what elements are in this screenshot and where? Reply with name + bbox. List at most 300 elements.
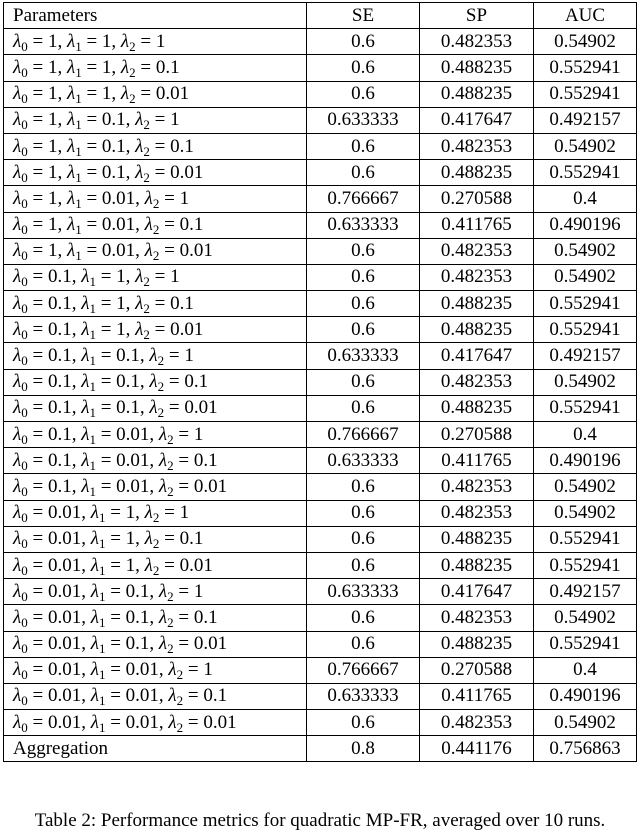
sp-cell: 0.488235 <box>420 526 534 552</box>
lambda-value: 0.1 <box>125 580 150 602</box>
lambda-value: 1 <box>47 161 58 183</box>
header-se: SE <box>307 3 420 29</box>
lambda-value: 0.1 <box>47 345 72 367</box>
lambda-value: 0.01 <box>116 423 150 445</box>
auc-cell: 0.54902 <box>534 264 637 290</box>
lambda-index: 1 <box>75 195 82 211</box>
lambda-value: 1 <box>47 135 58 157</box>
se-cell: 0.6 <box>307 160 420 186</box>
lambda-symbol: λ <box>13 266 22 288</box>
lambda-index: 2 <box>167 431 174 447</box>
lambda-symbol: λ <box>13 214 22 236</box>
lambda-value: 0.1 <box>179 214 204 236</box>
lambda-symbol: λ <box>90 554 99 576</box>
lambda-symbol: λ <box>13 685 22 707</box>
lambda-value: 0.01 <box>47 633 82 655</box>
auc-cell: 0.54902 <box>534 29 637 55</box>
lambda-symbol: λ <box>149 397 158 419</box>
lambda-index: 1 <box>98 614 106 630</box>
auc-cell: 0.552941 <box>534 317 637 343</box>
table-body <box>4 29 637 736</box>
lambda-index: 0 <box>21 143 28 159</box>
lambda-symbol: λ <box>90 685 99 707</box>
lambda-symbol: λ <box>135 135 144 157</box>
lambda-symbol: λ <box>135 161 144 183</box>
table-row <box>4 238 637 264</box>
lambda-index: 1 <box>89 326 96 342</box>
lambda-symbol: λ <box>13 633 22 655</box>
lambda-index: 2 <box>167 457 174 473</box>
lambda-symbol: λ <box>90 528 99 550</box>
lambda-index: 2 <box>152 195 160 211</box>
lambda-index: 1 <box>75 117 82 133</box>
auc-cell: 0.4 <box>534 422 637 448</box>
parameters-cell: $\lambda_0 = 0.1$, $\lambda_1 = 1$, $\lambda_2 = 1$ <box>4 264 307 290</box>
auc-cell: 0.492157 <box>534 579 637 605</box>
lambda-value: 0.1 <box>125 633 150 655</box>
lambda-symbol: λ <box>13 423 22 445</box>
lambda-index: 0 <box>21 274 28 290</box>
parameters-cell: $\lambda_0 = 1$, $\lambda_1 = 0.1$, $\lambda_2 = 1$ <box>4 107 307 133</box>
lambda-value: 0.1 <box>203 685 228 707</box>
lambda-symbol: λ <box>66 187 76 209</box>
lambda-value: 1 <box>47 214 58 236</box>
table-row <box>4 55 637 81</box>
lambda-value: 0.1 <box>116 397 140 419</box>
lambda-index: 2 <box>152 222 160 238</box>
parameters-cell: $\lambda_0 = 0.1$, $\lambda_1 = 0.1$, $\lambda_2 = 0.01$ <box>4 395 307 421</box>
lambda-index: 2 <box>152 536 160 552</box>
lambda-index: 2 <box>129 38 136 54</box>
lambda-symbol: λ <box>13 56 22 78</box>
parameters-cell: $\lambda_0 = 0.01$, $\lambda_1 = 1$, $\lambda_2 = 1$ <box>4 500 307 526</box>
lambda-index: 1 <box>75 91 82 107</box>
lambda-symbol: λ <box>66 135 76 157</box>
lambda-index: 0 <box>21 667 28 683</box>
table-row <box>4 710 637 736</box>
lambda-index: 1 <box>75 222 82 238</box>
sp-cell: 0.270588 <box>420 657 534 683</box>
lambda-value: 1 <box>193 423 204 445</box>
aggregation-sp: 0.441176 <box>420 736 534 762</box>
lambda-value: 0.01 <box>47 711 82 733</box>
lambda-index: 1 <box>98 719 106 735</box>
sp-cell: 0.488235 <box>420 55 534 81</box>
lambda-symbol: λ <box>144 187 153 209</box>
lambda-symbol: λ <box>158 475 168 497</box>
lambda-index: 0 <box>21 562 28 578</box>
parameters-cell: $\lambda_0 = 0.01$, $\lambda_1 = 1$, $\lambda_2 = 0.1$ <box>4 526 307 552</box>
lambda-index: 2 <box>143 117 150 133</box>
sp-cell: 0.482353 <box>420 369 534 395</box>
lambda-value: 0.01 <box>47 685 82 707</box>
lambda-index: 0 <box>21 91 28 107</box>
lambda-symbol: λ <box>13 187 22 209</box>
se-cell: 0.6 <box>307 238 420 264</box>
lambda-symbol: λ <box>81 475 90 497</box>
lambda-symbol: λ <box>81 266 90 288</box>
lambda-symbol: λ <box>81 371 90 393</box>
lambda-value: 0.1 <box>155 56 180 78</box>
lambda-symbol: λ <box>13 318 22 340</box>
lambda-value: 0.1 <box>184 371 209 393</box>
auc-cell: 0.54902 <box>534 500 637 526</box>
lambda-index: 0 <box>21 248 28 264</box>
table-row <box>4 160 637 186</box>
auc-cell: 0.54902 <box>534 238 637 264</box>
lambda-value: 1 <box>203 659 213 681</box>
lambda-symbol: λ <box>66 109 76 131</box>
lambda-value: 0.01 <box>184 397 218 419</box>
parameters-cell: $\lambda_0 = 0.1$, $\lambda_1 = 0.1$, $\lambda_2 = 1$ <box>4 343 307 369</box>
lambda-value: 0.01 <box>125 659 159 681</box>
parameters-cell: $\lambda_0 = 1$, $\lambda_1 = 0.1$, $\lambda_2 = 0.1$ <box>4 133 307 159</box>
lambda-value: 0.01 <box>47 554 82 576</box>
table-row <box>4 343 637 369</box>
se-cell: 0.766667 <box>307 657 420 683</box>
lambda-symbol: λ <box>144 554 153 576</box>
se-cell: 0.6 <box>307 395 420 421</box>
table-caption: Table 2: Performance metrics for quadratic MP-FR, averaged over 10 runs. <box>34 810 606 831</box>
se-cell: 0.6 <box>307 81 420 107</box>
lambda-value: 1 <box>170 266 180 288</box>
lambda-index: 1 <box>75 248 82 264</box>
lambda-value: 0.01 <box>125 711 159 733</box>
lambda-index: 2 <box>157 379 165 395</box>
sp-cell: 0.482353 <box>420 29 534 55</box>
lambda-value: 0.1 <box>101 135 126 157</box>
parameters-cell: $\lambda_0 = 0.01$, $\lambda_1 = 0.01$, $\lambda_2 = 0.01$ <box>4 710 307 736</box>
lambda-value: 1 <box>184 345 194 367</box>
se-cell: 0.6 <box>307 605 420 631</box>
parameters-cell: $\lambda_0 = 0.01$, $\lambda_1 = 0.01$, $\lambda_2 = 0.1$ <box>4 683 307 709</box>
sp-cell: 0.488235 <box>420 160 534 186</box>
lambda-value: 0.1 <box>47 318 72 340</box>
table-row <box>4 369 637 395</box>
lambda-symbol: λ <box>13 711 22 733</box>
table-row <box>4 683 637 709</box>
lambda-value: 0.01 <box>47 659 82 681</box>
lambda-index: 2 <box>143 326 150 342</box>
lambda-value: 1 <box>125 554 136 576</box>
auc-cell: 0.54902 <box>534 133 637 159</box>
lambda-symbol: λ <box>149 371 158 393</box>
lambda-index: 0 <box>21 169 28 185</box>
lambda-index: 1 <box>89 353 96 369</box>
lambda-index: 2 <box>176 693 184 709</box>
sp-cell: 0.411765 <box>420 212 534 238</box>
se-cell: 0.633333 <box>307 212 420 238</box>
lambda-value: 1 <box>47 56 58 78</box>
lambda-value: 1 <box>47 109 58 131</box>
lambda-index: 2 <box>129 91 136 107</box>
lambda-symbol: λ <box>13 161 22 183</box>
lambda-symbol: λ <box>81 449 90 471</box>
auc-cell: 0.552941 <box>534 552 637 578</box>
header-auc: AUC <box>534 3 637 29</box>
lambda-value: 1 <box>155 30 166 52</box>
sp-cell: 0.488235 <box>420 291 534 317</box>
se-cell: 0.6 <box>307 369 420 395</box>
lambda-index: 1 <box>98 536 106 552</box>
sp-cell: 0.482353 <box>420 264 534 290</box>
table-row <box>4 395 637 421</box>
lambda-value: 0.01 <box>47 528 82 550</box>
se-cell: 0.633333 <box>307 448 420 474</box>
lambda-symbol: λ <box>158 580 168 602</box>
lambda-value: 0.01 <box>203 711 237 733</box>
auc-cell: 0.490196 <box>534 212 637 238</box>
table-row <box>4 448 637 474</box>
se-cell: 0.6 <box>307 631 420 657</box>
lambda-symbol: λ <box>13 606 22 628</box>
lambda-index: 0 <box>21 117 28 133</box>
auc-cell: 0.490196 <box>534 448 637 474</box>
se-cell: 0.6 <box>307 474 420 500</box>
table-row <box>4 657 637 683</box>
lambda-value: 0.1 <box>193 449 218 471</box>
parameters-cell: $\lambda_0 = 0.01$, $\lambda_1 = 0.1$, $\lambda_2 = 1$ <box>4 579 307 605</box>
parameters-cell: $\lambda_0 = 1$, $\lambda_1 = 1$, $\lambda_2 = 0.1$ <box>4 55 307 81</box>
lambda-value: 0.01 <box>101 214 136 236</box>
auc-cell: 0.552941 <box>534 55 637 81</box>
lambda-symbol: λ <box>13 580 22 602</box>
parameters-cell: $\lambda_0 = 0.01$, $\lambda_1 = 0.1$, $\lambda_2 = 0.1$ <box>4 605 307 631</box>
lambda-symbol: λ <box>66 83 76 105</box>
se-cell: 0.6 <box>307 55 420 81</box>
lambda-symbol: λ <box>90 580 99 602</box>
lambda-index: 1 <box>98 641 106 657</box>
parameters-cell: $\lambda_0 = 1$, $\lambda_1 = 1$, $\lambda_2 = 0.01$ <box>4 81 307 107</box>
lambda-index: 1 <box>89 405 96 421</box>
lambda-value: 0.1 <box>116 371 140 393</box>
parameters-cell: $\lambda_0 = 0.01$, $\lambda_1 = 1$, $\lambda_2 = 0.01$ <box>4 552 307 578</box>
table-row <box>4 605 637 631</box>
lambda-value: 0.01 <box>47 606 82 628</box>
lambda-index: 0 <box>21 457 28 473</box>
lambda-value: 1 <box>193 580 204 602</box>
lambda-index: 1 <box>75 169 82 185</box>
parameters-cell: $\lambda_0 = 0.1$, $\lambda_1 = 0.1$, $\lambda_2 = 0.1$ <box>4 369 307 395</box>
lambda-index: 0 <box>21 38 28 54</box>
lambda-index: 0 <box>21 353 28 369</box>
se-cell: 0.766667 <box>307 186 420 212</box>
lambda-symbol: λ <box>120 83 130 105</box>
se-cell: 0.766667 <box>307 422 420 448</box>
lambda-value: 1 <box>101 56 112 78</box>
parameters-cell: $\lambda_0 = 1$, $\lambda_1 = 0.01$, $\lambda_2 = 0.1$ <box>4 212 307 238</box>
lambda-index: 2 <box>167 641 174 657</box>
lambda-index: 0 <box>21 431 28 447</box>
lambda-symbol: λ <box>158 606 168 628</box>
lambda-index: 1 <box>98 667 106 683</box>
lambda-symbol: λ <box>81 292 90 314</box>
lambda-value: 1 <box>125 528 136 550</box>
auc-cell: 0.490196 <box>534 683 637 709</box>
lambda-symbol: λ <box>13 292 22 314</box>
lambda-index: 1 <box>89 274 96 290</box>
lambda-value: 0.1 <box>47 292 72 314</box>
lambda-value: 1 <box>101 30 112 52</box>
table-row <box>4 317 637 343</box>
aggregation-auc: 0.756863 <box>534 736 637 762</box>
lambda-symbol: λ <box>13 502 22 524</box>
lambda-value: 0.1 <box>101 161 126 183</box>
lambda-symbol: λ <box>13 83 22 105</box>
lambda-value: 0.1 <box>47 371 72 393</box>
lambda-symbol: λ <box>13 449 22 471</box>
lambda-symbol: λ <box>168 685 177 707</box>
lambda-symbol: λ <box>81 423 90 445</box>
lambda-index: 0 <box>21 405 28 421</box>
lambda-symbol: λ <box>120 56 130 78</box>
auc-cell: 0.552941 <box>534 526 637 552</box>
sp-cell: 0.411765 <box>420 448 534 474</box>
metrics-table <box>3 2 637 762</box>
lambda-value: 0.01 <box>47 502 82 524</box>
lambda-value: 1 <box>47 187 58 209</box>
parameters-cell: $\lambda_0 = 0.1$, $\lambda_1 = 0.01$, $\lambda_2 = 0.01$ <box>4 474 307 500</box>
table-row <box>4 107 637 133</box>
se-cell: 0.6 <box>307 552 420 578</box>
lambda-index: 1 <box>89 431 96 447</box>
aggregation-se: 0.8 <box>307 736 420 762</box>
lambda-symbol: λ <box>13 554 22 576</box>
lambda-symbol: λ <box>13 371 22 393</box>
table-row <box>4 422 637 448</box>
lambda-symbol: λ <box>168 711 177 733</box>
sp-cell: 0.270588 <box>420 186 534 212</box>
lambda-value: 1 <box>116 318 126 340</box>
lambda-symbol: λ <box>90 711 99 733</box>
lambda-symbol: λ <box>66 161 76 183</box>
lambda-symbol: λ <box>135 318 144 340</box>
lambda-index: 1 <box>89 457 96 473</box>
table-row <box>4 631 637 657</box>
sp-cell: 0.488235 <box>420 552 534 578</box>
table-row <box>4 579 637 605</box>
lambda-index: 2 <box>167 588 174 604</box>
lambda-value: 0.1 <box>47 266 72 288</box>
lambda-index: 2 <box>167 483 174 499</box>
auc-cell: 0.552941 <box>534 81 637 107</box>
lambda-value: 0.01 <box>170 318 204 340</box>
lambda-symbol: λ <box>144 528 153 550</box>
sp-cell: 0.482353 <box>420 474 534 500</box>
lambda-index: 1 <box>89 300 96 316</box>
lambda-value: 0.1 <box>193 606 218 628</box>
sp-cell: 0.417647 <box>420 579 534 605</box>
parameters-cell: $\lambda_0 = 1$, $\lambda_1 = 0.01$, $\lambda_2 = 1$ <box>4 186 307 212</box>
auc-cell: 0.54902 <box>534 474 637 500</box>
lambda-value: 0.01 <box>193 633 228 655</box>
lambda-symbol: λ <box>13 659 22 681</box>
lambda-index: 0 <box>21 536 28 552</box>
sp-cell: 0.482353 <box>420 238 534 264</box>
sp-cell: 0.270588 <box>420 422 534 448</box>
se-cell: 0.6 <box>307 317 420 343</box>
lambda-index: 2 <box>143 274 150 290</box>
lambda-value: 1 <box>179 187 190 209</box>
lambda-symbol: λ <box>13 345 22 367</box>
sp-cell: 0.488235 <box>420 395 534 421</box>
header-row <box>4 3 637 29</box>
sp-cell: 0.417647 <box>420 107 534 133</box>
lambda-symbol: λ <box>13 30 22 52</box>
parameters-cell: $\lambda_0 = 1$, $\lambda_1 = 0.01$, $\lambda_2 = 0.01$ <box>4 238 307 264</box>
lambda-index: 2 <box>157 353 165 369</box>
table-row <box>4 552 637 578</box>
lambda-index: 0 <box>21 588 28 604</box>
lambda-symbol: λ <box>144 214 153 236</box>
parameters-cell: $\lambda_0 = 0.1$, $\lambda_1 = 0.01$, $\lambda_2 = 1$ <box>4 422 307 448</box>
lambda-value: 1 <box>116 292 126 314</box>
lambda-symbol: λ <box>90 606 99 628</box>
auc-cell: 0.552941 <box>534 291 637 317</box>
lambda-value: 0.01 <box>47 580 82 602</box>
se-cell: 0.6 <box>307 291 420 317</box>
lambda-index: 0 <box>21 614 28 630</box>
auc-cell: 0.552941 <box>534 160 637 186</box>
lambda-symbol: λ <box>66 30 76 52</box>
lambda-value: 1 <box>116 266 126 288</box>
se-cell: 0.6 <box>307 526 420 552</box>
sp-cell: 0.411765 <box>420 683 534 709</box>
lambda-symbol: λ <box>158 423 168 445</box>
auc-cell: 0.492157 <box>534 107 637 133</box>
lambda-index: 2 <box>129 64 136 80</box>
lambda-index: 1 <box>89 483 96 499</box>
table-row <box>4 133 637 159</box>
lambda-index: 2 <box>167 614 174 630</box>
lambda-value: 0.01 <box>193 475 228 497</box>
lambda-index: 1 <box>98 693 106 709</box>
lambda-index: 0 <box>21 64 28 80</box>
lambda-index: 0 <box>21 719 28 735</box>
lambda-value: 0.01 <box>170 161 204 183</box>
sp-cell: 0.488235 <box>420 81 534 107</box>
lambda-symbol: λ <box>66 240 76 262</box>
table-row <box>4 474 637 500</box>
se-cell: 0.6 <box>307 710 420 736</box>
lambda-value: 0.1 <box>47 423 72 445</box>
lambda-symbol: λ <box>120 30 130 52</box>
lambda-value: 1 <box>179 502 190 524</box>
parameters-cell: $\lambda_0 = 0.1$, $\lambda_1 = 1$, $\lambda_2 = 0.01$ <box>4 317 307 343</box>
se-cell: 0.633333 <box>307 683 420 709</box>
table-row <box>4 291 637 317</box>
lambda-value: 0.01 <box>101 240 136 262</box>
table-row <box>4 29 637 55</box>
lambda-index: 0 <box>21 326 28 342</box>
sp-cell: 0.417647 <box>420 343 534 369</box>
lambda-symbol: λ <box>13 397 22 419</box>
sp-cell: 0.482353 <box>420 500 534 526</box>
lambda-value: 1 <box>47 30 58 52</box>
lambda-symbol: λ <box>135 292 144 314</box>
lambda-index: 0 <box>21 693 28 709</box>
table-row <box>4 264 637 290</box>
auc-cell: 0.552941 <box>534 395 637 421</box>
parameters-cell: $\lambda_0 = 0.01$, $\lambda_1 = 0.1$, $\lambda_2 = 0.01$ <box>4 631 307 657</box>
lambda-index: 2 <box>152 562 160 578</box>
parameters-cell: $\lambda_0 = 1$, $\lambda_1 = 0.1$, $\lambda_2 = 0.01$ <box>4 160 307 186</box>
lambda-value: 1 <box>170 109 180 131</box>
lambda-symbol: λ <box>81 397 90 419</box>
lambda-index: 0 <box>21 379 28 395</box>
lambda-index: 1 <box>75 38 82 54</box>
lambda-index: 2 <box>143 169 150 185</box>
